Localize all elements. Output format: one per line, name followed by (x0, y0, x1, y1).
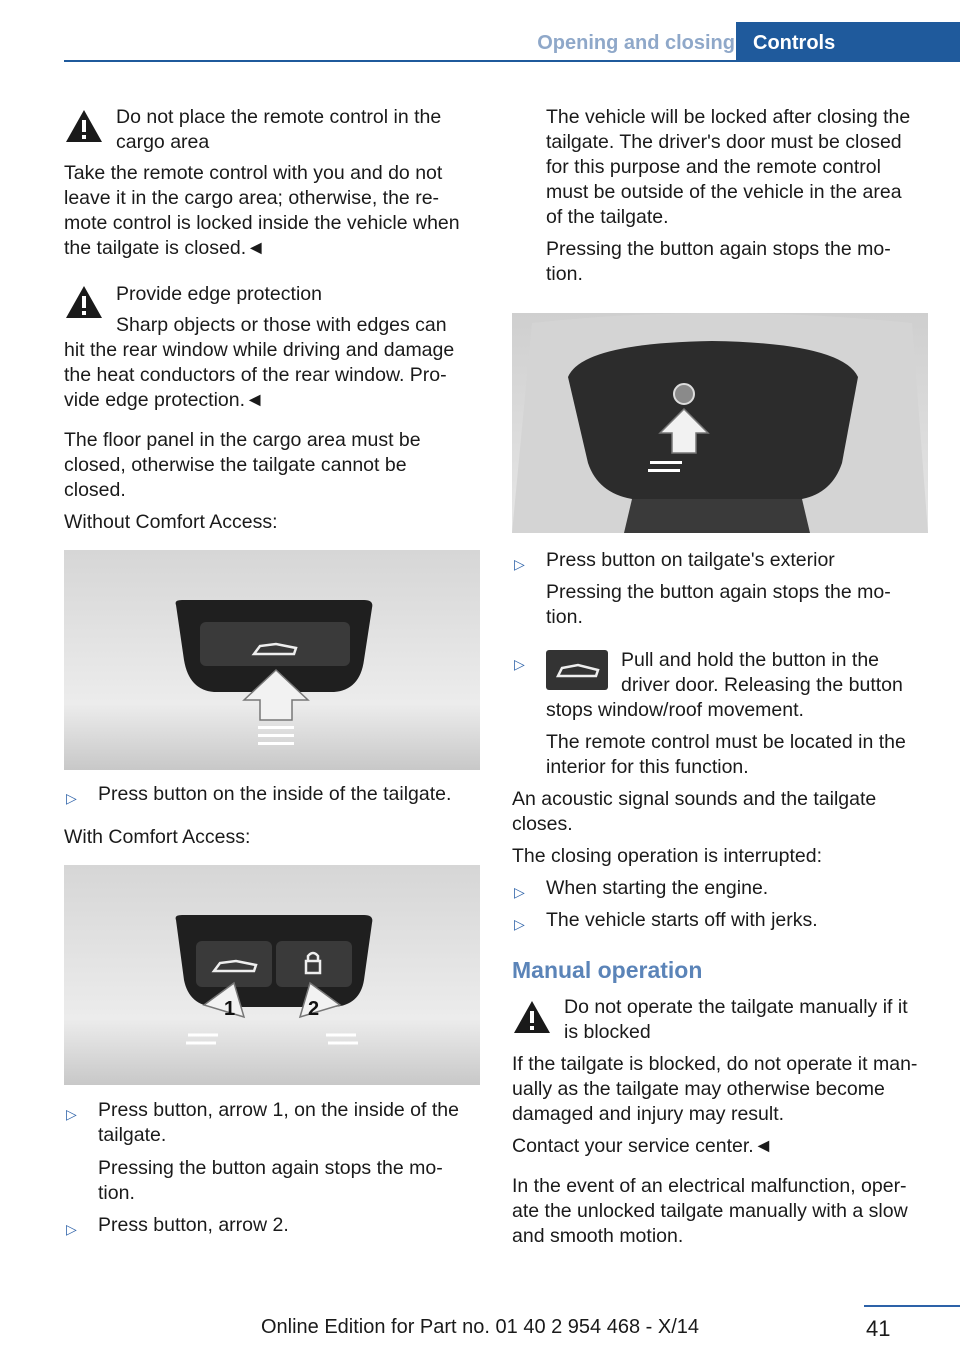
tailgate-exterior-figure (512, 313, 928, 533)
text-line: ate the unlocked tailgate manually with a slow (512, 1200, 908, 1222)
section-title: Opening and closing (537, 32, 735, 54)
chapter-tab: Controls (736, 22, 960, 62)
footer-text: Online Edition for Part no. 01 40 2 954 468 - X/14 (260, 1316, 700, 1338)
page-header (0, 0, 960, 62)
text-line: and smooth motion. (512, 1225, 684, 1247)
list-item-detail: Pressing the button again stops the mo- (98, 1157, 443, 1179)
driver-door-button-icon (546, 650, 608, 690)
warning-title: cargo area (116, 131, 210, 153)
text-line: leave it in the cargo area; otherwise, the re- (64, 187, 440, 209)
bullet-icon: ▷ (66, 1221, 77, 1237)
bullet-icon: ▷ (66, 790, 77, 806)
warning-icon (64, 108, 104, 144)
list-item-detail: The remote control must be located in the (546, 731, 906, 753)
warning-title: Provide edge protection (116, 283, 322, 305)
list-item: The vehicle starts off with jerks. (546, 909, 818, 931)
warning-title: is blocked (564, 1021, 651, 1043)
text-line: The closing operation is interrupted: (512, 845, 823, 867)
bullet-icon: ▷ (514, 916, 525, 932)
text-line: hit the rear window while driving and damage (64, 339, 455, 361)
text-line: for this purpose and the remote control (546, 156, 881, 178)
list-item-detail: tion. (546, 606, 583, 628)
text-line: If the tailgate is blocked, do not operate it man- (512, 1053, 918, 1075)
text-line: mote control is locked inside the vehicle when (64, 212, 460, 234)
text-line: Without Comfort Access: (64, 511, 278, 533)
arrow-number-2: 2 (308, 998, 320, 1020)
text-line: closes. (512, 813, 573, 835)
text-line: tion. (546, 263, 583, 285)
text-line: The floor panel in the cargo area must be (64, 429, 421, 451)
bullet-icon: ▷ (66, 1106, 77, 1122)
buttons-illustration (64, 865, 480, 1085)
section-heading: Manual operation (512, 957, 703, 983)
footer-rule (864, 1305, 960, 1307)
warning-title: Do not place the remote control in the (116, 106, 442, 128)
text-line: Contact your service center.◄ (512, 1135, 773, 1157)
text-line: Pressing the button again stops the mo- (546, 238, 891, 260)
text-line: ually as the tailgate may otherwise become (512, 1078, 885, 1100)
list-item: driver door. Releasing the button (621, 674, 903, 696)
text-line: In the event of an electrical malfunction, oper- (512, 1175, 907, 1197)
text-line: Take the remote control with you and do not (64, 162, 443, 184)
text-line: An acoustic signal sounds and the tailgate (512, 788, 877, 810)
text-line: damaged and injury may result. (512, 1103, 785, 1125)
bullet-icon: ▷ (514, 656, 525, 672)
text-line: closed. (64, 479, 126, 501)
list-item: tailgate. (98, 1124, 167, 1146)
list-item: Press button, arrow 1, on the inside of the (98, 1099, 459, 1121)
list-item: Press button, arrow 2. (98, 1214, 289, 1236)
text-line: the heat conductors of the rear window. Pro- (64, 364, 447, 386)
list-item: stops window/roof movement. (546, 699, 804, 721)
warning-icon (64, 284, 104, 320)
arrow-number-1: 1 (224, 998, 236, 1020)
text-line: closed, otherwise the tailgate cannot be (64, 454, 407, 476)
list-item-detail: interior for this function. (546, 756, 749, 778)
button-illustration (64, 550, 480, 770)
list-item: Press button on tailgate's exterior (546, 549, 835, 571)
text-line: tailgate. The driver's door must be closed (546, 131, 902, 153)
text-line: With Comfort Access: (64, 826, 251, 848)
text-line: must be outside of the vehicle in the area (546, 181, 902, 203)
header-rule (64, 60, 736, 62)
text-line: vide edge protection.◄ (64, 389, 265, 411)
text-line: The vehicle will be locked after closing the (546, 106, 911, 128)
bullet-icon: ▷ (514, 556, 525, 572)
list-item: Pull and hold the button in the (621, 649, 880, 671)
list-item-detail: Pressing the button again stops the mo- (546, 581, 891, 603)
car-rear-illustration (512, 313, 928, 533)
list-item: Press button on the inside of the tailgate. (98, 783, 452, 805)
text-line: of the tailgate. (546, 206, 669, 228)
warning-title: Do not operate the tailgate manually if it (564, 996, 908, 1018)
bullet-icon: ▷ (514, 884, 525, 900)
text-line: the tailgate is closed.◄ (64, 237, 266, 259)
page-number: 41 (866, 1316, 891, 1341)
comfort-access-buttons-figure (64, 865, 480, 1085)
text-line: Sharp objects or those with edges can (116, 314, 447, 336)
list-item: When starting the engine. (546, 877, 769, 899)
warning-icon (512, 999, 552, 1035)
tailgate-inside-button-figure (64, 550, 480, 770)
list-item-detail: tion. (98, 1182, 135, 1204)
